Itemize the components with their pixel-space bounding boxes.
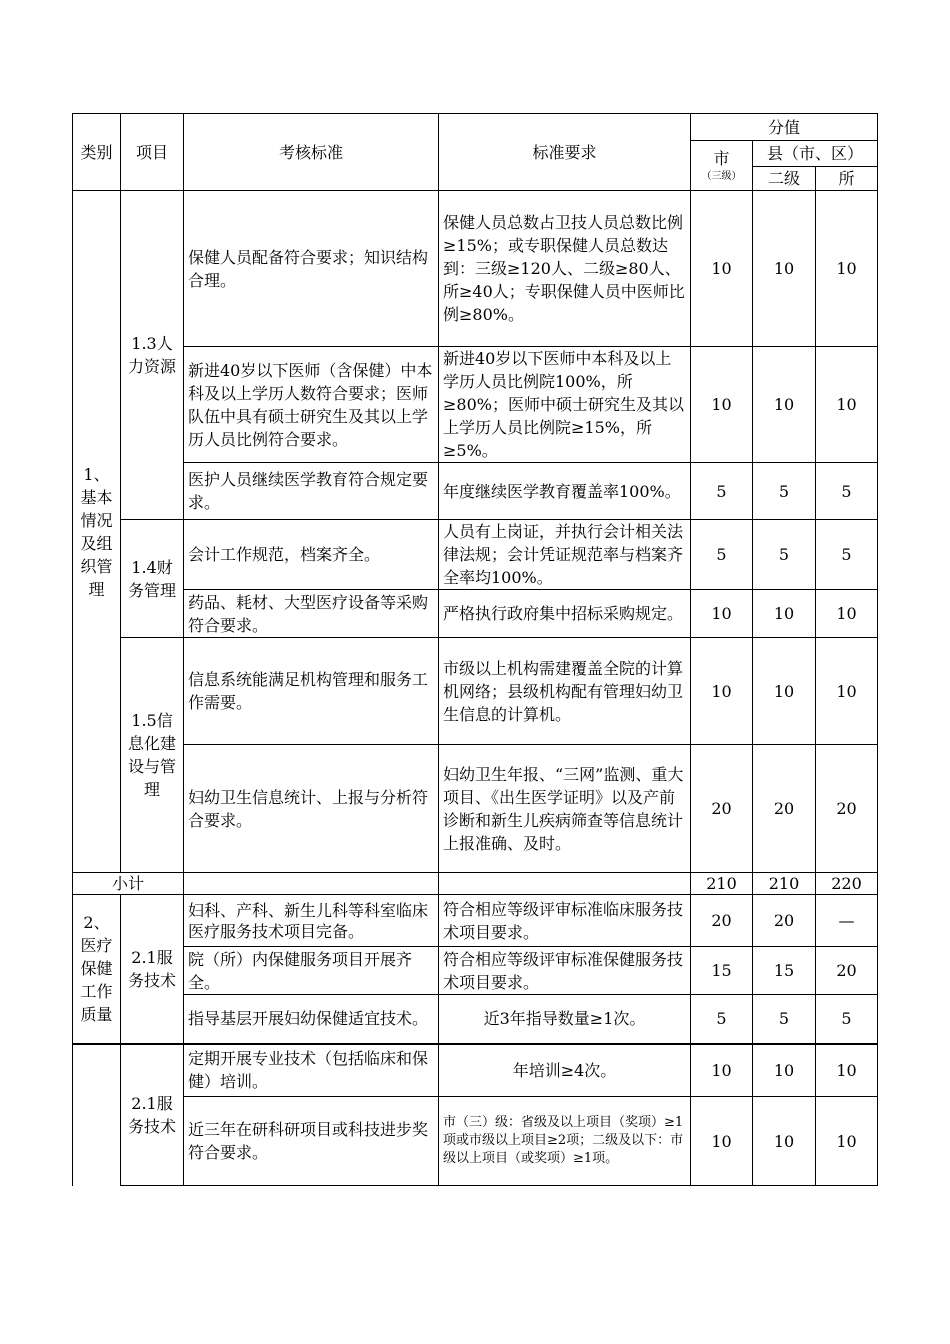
score-station: 20 — [816, 745, 878, 873]
criteria-cell: 医护人员继续医学教育符合规定要求。 — [184, 463, 439, 520]
criteria-cell: 近三年在研科研项目或科技进步奖符合要求。 — [184, 1097, 439, 1186]
item-cell: 1.5信息化建设与管理 — [121, 638, 184, 873]
item-cell: 1.3人力资源 — [121, 191, 184, 520]
item-cell: 2.1服务技术 — [121, 1044, 184, 1186]
score-city: 5 — [691, 520, 753, 590]
score-city: 20 — [691, 895, 753, 947]
assessment-table — [72, 113, 878, 1186]
score-city: 5 — [691, 995, 753, 1044]
score-city: 10 — [691, 1044, 753, 1097]
header-station: 所 — [816, 167, 878, 191]
score-station: 5 — [816, 520, 878, 590]
score-level2: 15 — [753, 947, 816, 995]
score-level2: 10 — [753, 590, 816, 638]
requirement-cell: 年培训≥4次。 — [439, 1044, 691, 1097]
requirement-cell: 市级以上机构需建覆盖全院的计算机网络；县级机构配有管理妇幼卫生信息的计算机。 — [439, 638, 691, 745]
score-level2: 10 — [753, 191, 816, 347]
score-level2: 10 — [753, 1097, 816, 1186]
score-level2: 10 — [753, 638, 816, 745]
header-criteria: 考核标准 — [184, 114, 439, 191]
score-station: 5 — [816, 463, 878, 520]
criteria-cell: 新进40岁以下医师（含保健）中本科及以上学历人数符合要求；医师队伍中具有硕士研究生及其以上学历人员比例符合要求。 — [184, 347, 439, 463]
score-city: 10 — [691, 590, 753, 638]
score-city: 10 — [691, 191, 753, 347]
category-cell: 1、基本情况及组织管理 — [73, 191, 121, 873]
criteria-cell: 妇科、产科、新生儿科等科室临床医疗服务技术项目完备。 — [184, 895, 439, 947]
header-requirement: 标准要求 — [439, 114, 691, 191]
requirement-cell: 严格执行政府集中招标采购规定。 — [439, 590, 691, 638]
criteria-cell: 会计工作规范，档案齐全。 — [184, 520, 439, 590]
header-level2: 二级 — [753, 167, 816, 191]
criteria-cell: 保健人员配备符合要求；知识结构合理。 — [184, 191, 439, 347]
header-city-level: （三级） — [701, 171, 742, 182]
score-station: 10 — [816, 1044, 878, 1097]
criteria-cell: 指导基层开展妇幼保健适宜技术。 — [184, 995, 439, 1044]
subtotal-label: 小计 — [73, 873, 184, 895]
score-city: 20 — [691, 745, 753, 873]
score-station: 10 — [816, 1097, 878, 1186]
score-city: 10 — [691, 1097, 753, 1186]
header-county: 县（市、区） — [753, 141, 878, 167]
score-station: 10 — [816, 347, 878, 463]
requirement-cell: 保健人员总数占卫技人员总数比例≥15%；或专职保健人员总数达到：三级≥120人、二级≥80人、所≥40人；专职保健人员中医师比例≥80%。 — [439, 191, 691, 347]
score-city: 15 — [691, 947, 753, 995]
subtotal-empty — [184, 873, 439, 895]
header-category: 类别 — [73, 114, 121, 191]
score-level2: 10 — [753, 347, 816, 463]
item-cell: 2.1服务技术 — [121, 895, 184, 1044]
item-cell: 1.4财务管理 — [121, 520, 184, 638]
header-score: 分值 — [691, 114, 878, 141]
header-item: 项目 — [121, 114, 184, 191]
subtotal-empty — [439, 873, 691, 895]
subtotal-station: 220 — [816, 873, 878, 895]
requirement-cell: 新进40岁以下医师中本科及以上学历人员比例院100%，所≥80%；医师中硕士研究生及其以上学历人员比例院≥15%，所≥5%。 — [439, 347, 691, 463]
score-city: 5 — [691, 463, 753, 520]
score-level2: 5 — [753, 995, 816, 1044]
requirement-cell: 年度继续医学教育覆盖率100%。 — [439, 463, 691, 520]
score-station: 5 — [816, 995, 878, 1044]
score-station: 10 — [816, 590, 878, 638]
header-city-label: 市 — [713, 149, 730, 168]
requirement-cell: 人员有上岗证，并执行会计相关法律法规；会计凭证规范率与档案齐全率均100%。 — [439, 520, 691, 590]
requirement-cell: 符合相应等级评审标准保健服务技术项目要求。 — [439, 947, 691, 995]
criteria-cell: 妇幼卫生信息统计、上报与分析符合要求。 — [184, 745, 439, 873]
subtotal-level2: 210 — [753, 873, 816, 895]
header-city — [691, 141, 753, 191]
category-cell-empty — [73, 1044, 121, 1186]
criteria-cell: 院（所）内保健服务项目开展齐全。 — [184, 947, 439, 995]
score-station: 10 — [816, 191, 878, 347]
requirement-cell: 妇幼卫生年报、“三网”监测、重大项目、《出生医学证明》以及产前诊断和新生儿疾病筛查等信息统计上报准确、及时。 — [439, 745, 691, 873]
criteria-cell: 药品、耗材、大型医疗设备等采购符合要求。 — [184, 590, 439, 638]
score-level2: 5 — [753, 463, 816, 520]
category-cell: 2、医疗保健工作质量 — [73, 895, 121, 1044]
requirement-cell: 市（三）级：省级及以上项目（奖项）≥1项或市级以上项目≥2项；二级及以下：市级以上项目（或奖项）≥1项。 — [439, 1097, 691, 1186]
score-level2: 20 — [753, 745, 816, 873]
score-station: 20 — [816, 947, 878, 995]
score-city: 10 — [691, 347, 753, 463]
score-level2: 5 — [753, 520, 816, 590]
requirement-cell: 近3年指导数量≥1次。 — [439, 995, 691, 1044]
criteria-cell: 信息系统能满足机构管理和服务工作需要。 — [184, 638, 439, 745]
score-station: 10 — [816, 638, 878, 745]
subtotal-city: 210 — [691, 873, 753, 895]
score-level2: 20 — [753, 895, 816, 947]
requirement-cell: 符合相应等级评审标准临床服务技术项目要求。 — [439, 895, 691, 947]
score-level2: 10 — [753, 1044, 816, 1097]
criteria-cell: 定期开展专业技术（包括临床和保健）培训。 — [184, 1044, 439, 1097]
score-city: 10 — [691, 638, 753, 745]
score-station: — — [816, 895, 878, 947]
